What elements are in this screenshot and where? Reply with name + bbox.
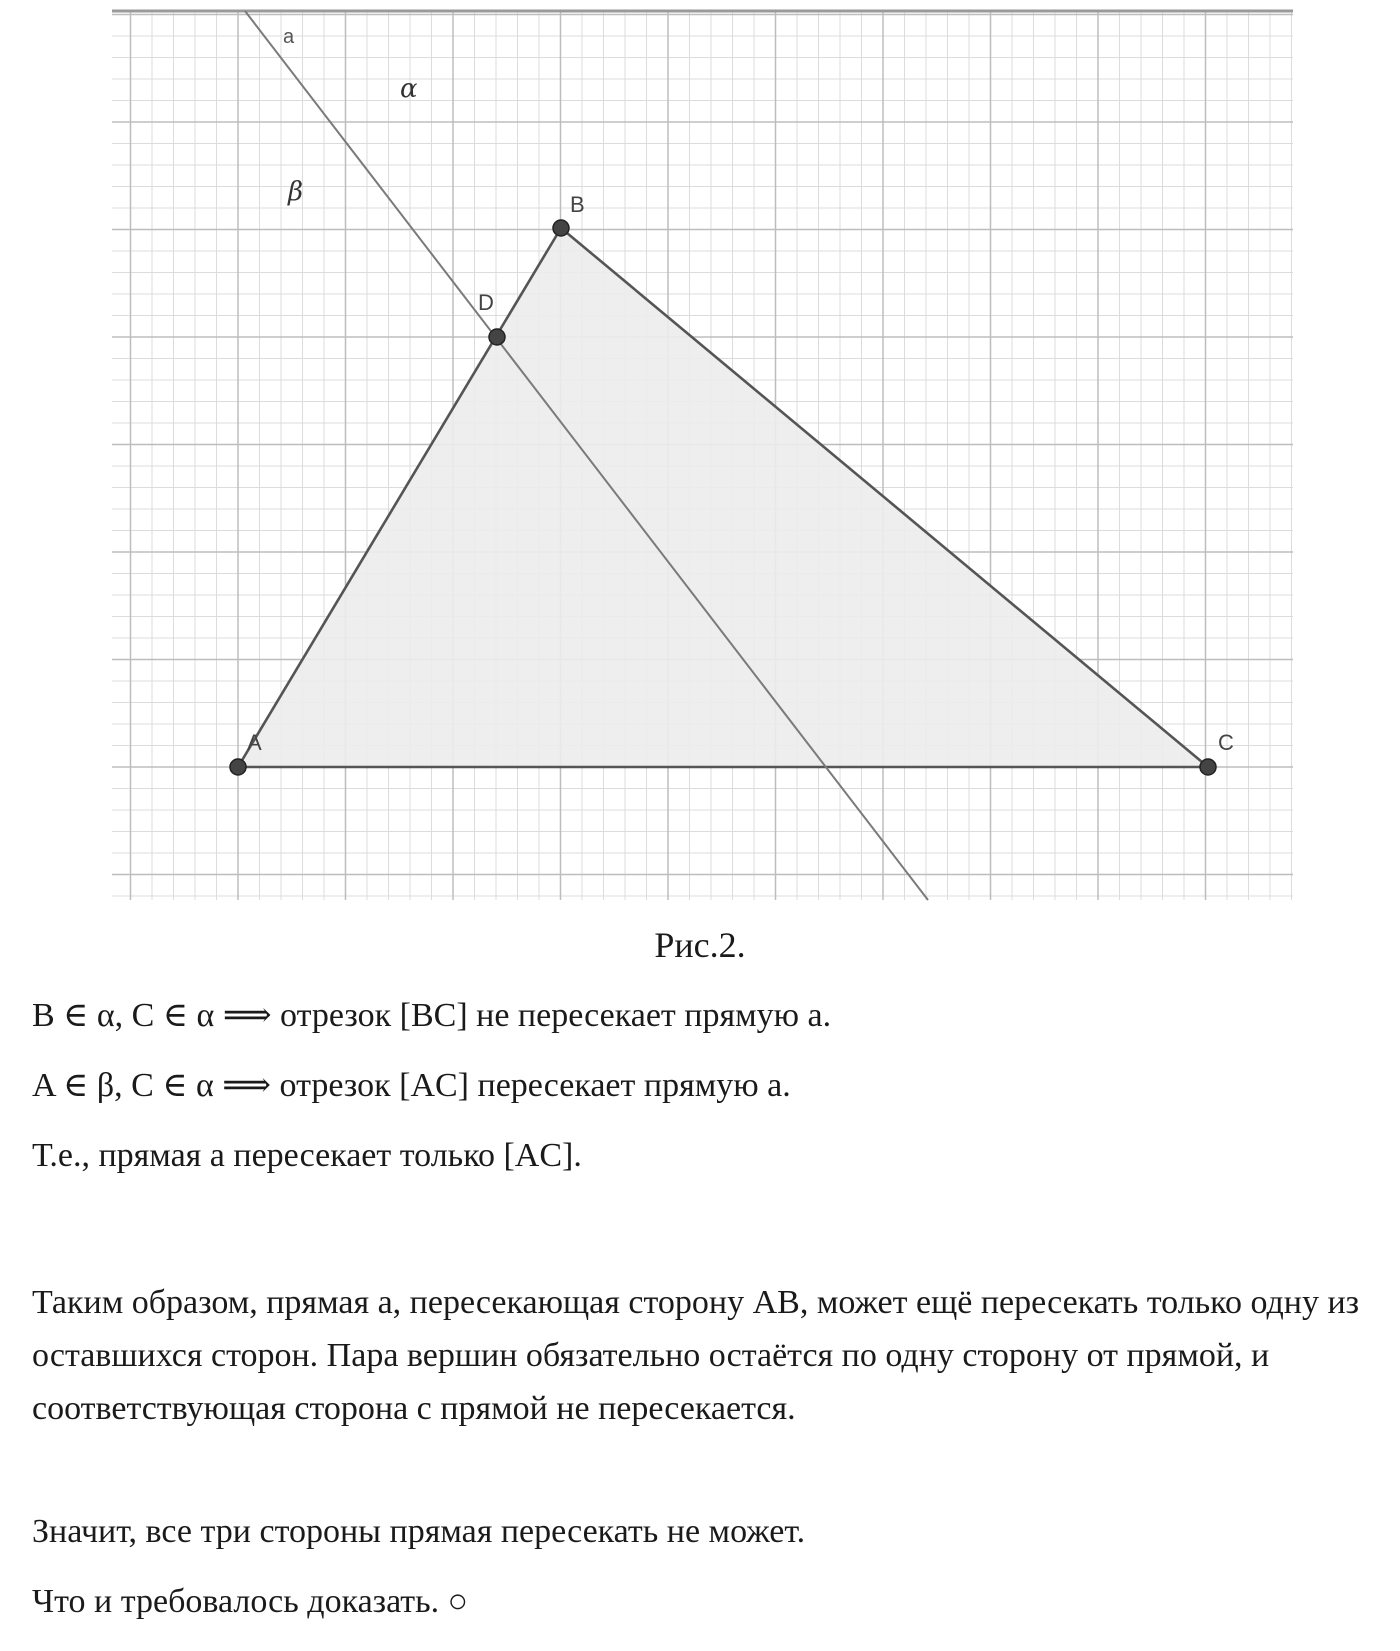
- statement-conclusion: Т.е., прямая a пересекает только [AC].: [32, 1137, 582, 1174]
- summary-paragraph: Таким образом, прямая a, пересекающая сторону AB, может ещё пересекать только одну из оставшихся сторон. Пара вершин обязательно остаётся по одну сторону от прямой, и соответствующая сторона с прямой не пересекается.: [32, 1284, 1360, 1427]
- figure-caption: Рис.2.: [654, 925, 746, 965]
- line-a-label: a: [283, 26, 295, 48]
- point-a: [230, 759, 246, 775]
- point-c: [1200, 759, 1216, 775]
- qed-statement: Что и требовалось доказать. ○: [32, 1583, 469, 1620]
- statement-bc: B ∈ α, C ∈ α ⟹ отрезок [BC] не пересекает прямую a.: [32, 997, 832, 1034]
- point-d-label: D: [478, 290, 494, 315]
- point-b-label: B: [570, 192, 585, 217]
- final-statement: Значит, все три стороны прямая пересекать не может.: [32, 1513, 806, 1550]
- statement-ac: A ∈ β, C ∈ α ⟹ отрезок [AC] пересекает прямую a.: [32, 1067, 791, 1104]
- point-d: [489, 329, 505, 345]
- point-b: [553, 220, 569, 236]
- point-a-label: A: [247, 730, 262, 755]
- point-c-label: C: [1218, 730, 1234, 755]
- triangle-abc: [238, 228, 1208, 767]
- alpha-label: α: [400, 74, 418, 104]
- beta-label: β: [288, 177, 304, 207]
